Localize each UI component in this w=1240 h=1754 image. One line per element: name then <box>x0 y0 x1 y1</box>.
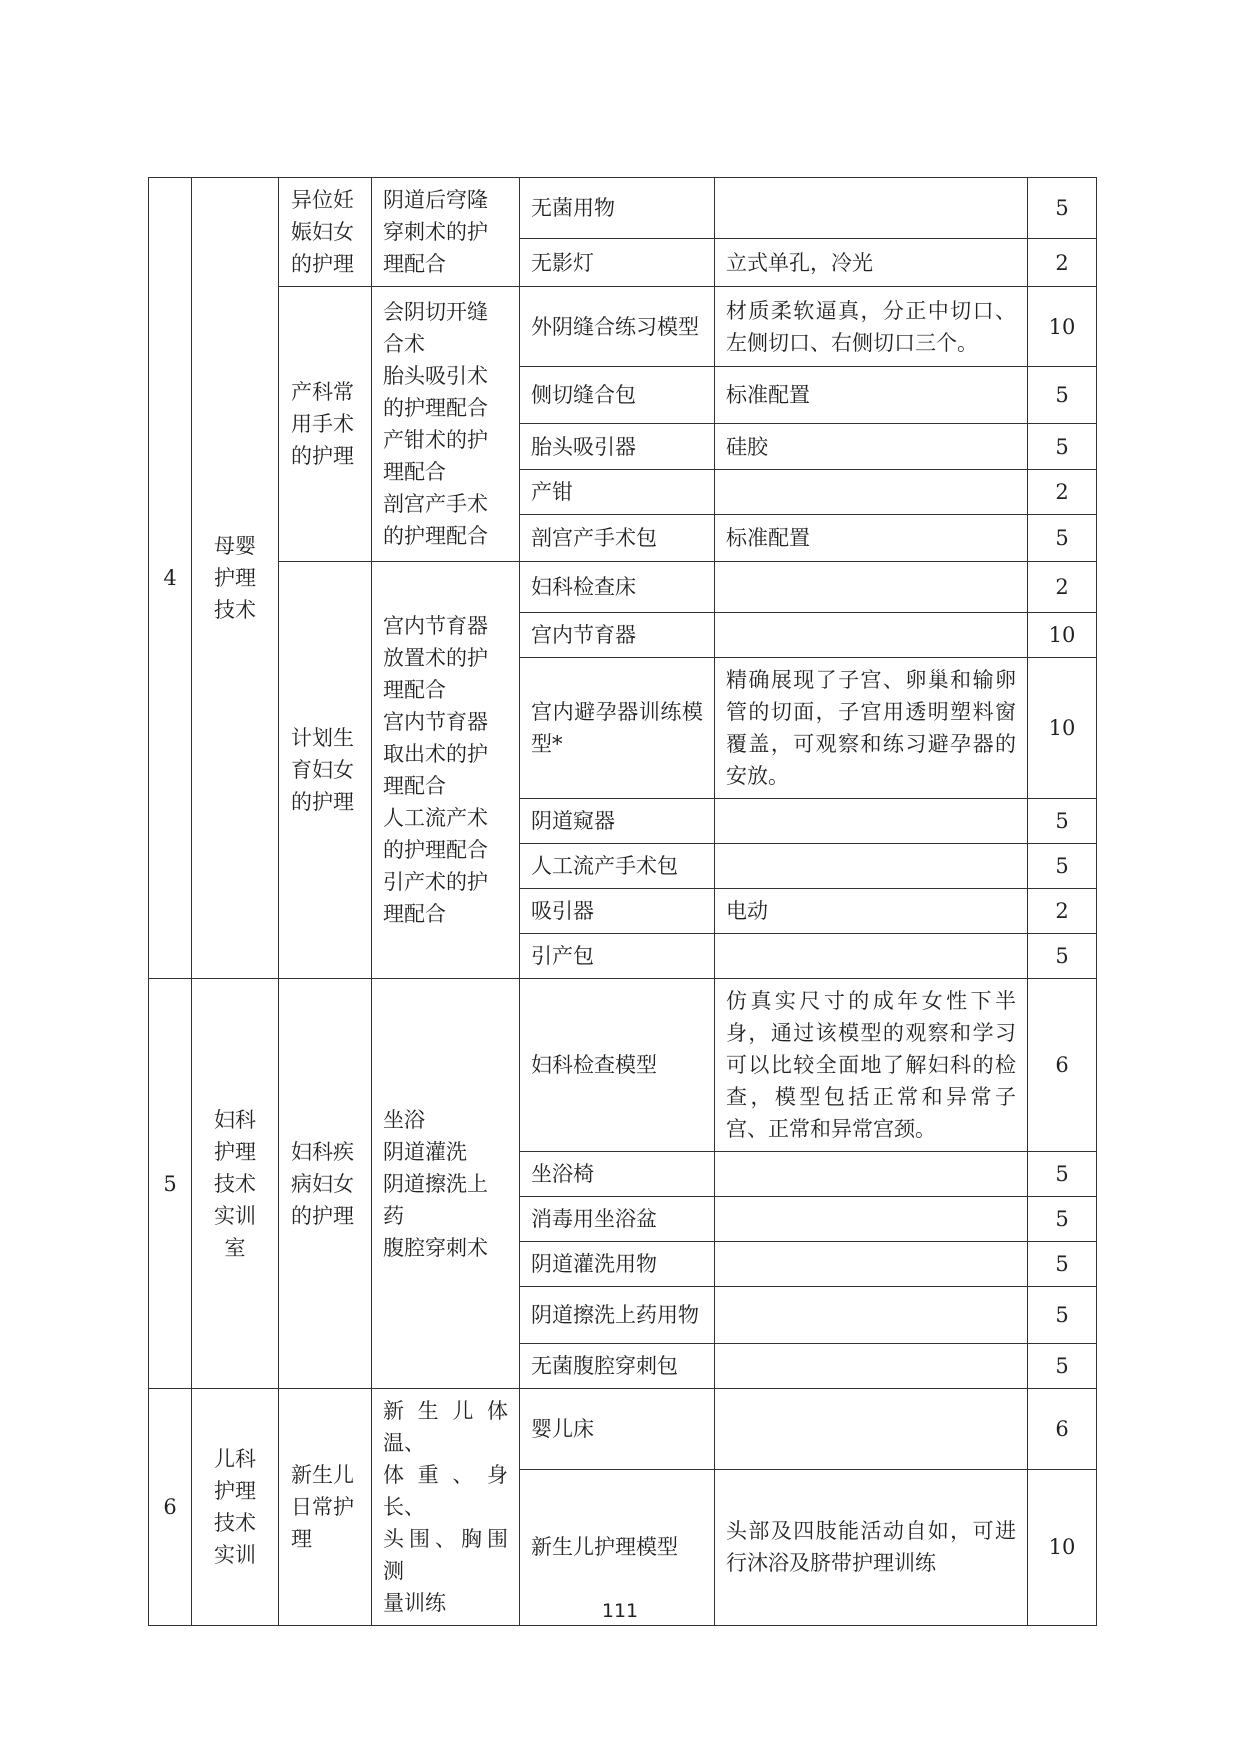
equipment-spec-cell <box>715 1197 1028 1242</box>
equipment-name-cell: 无影灯 <box>520 239 715 287</box>
equipment-qty-cell: 6 <box>1028 979 1097 1152</box>
equipment-name-cell: 引产包 <box>520 934 715 979</box>
equipment-spec-cell: 硅胶 <box>715 424 1028 470</box>
equipment-name-cell: 阴道擦洗上药用物 <box>520 1287 715 1344</box>
equipment-qty-cell: 5 <box>1028 424 1097 470</box>
equipment-qty-cell: 10 <box>1028 658 1097 799</box>
equipment-name-cell: 阴道窥器 <box>520 799 715 844</box>
equipment-qty-cell: 10 <box>1028 1469 1097 1625</box>
equipment-spec-cell <box>715 934 1028 979</box>
equipment-qty-cell: 5 <box>1028 799 1097 844</box>
module-cell: 异位妊 娠妇女 的护理 <box>279 178 372 287</box>
equipment-name-cell: 消毒用坐浴盆 <box>520 1197 715 1242</box>
equipment-name-cell: 侧切缝合包 <box>520 367 715 424</box>
equipment-name-cell: 宫内避孕器训练模型* <box>520 658 715 799</box>
equipment-spec-cell <box>715 178 1028 239</box>
equipment-name-cell: 产钳 <box>520 470 715 515</box>
training-task-cell: 坐浴 阴道灌洗 阴道擦洗上 药 腹腔穿刺术 <box>372 979 520 1389</box>
equipment-qty-cell: 10 <box>1028 287 1097 367</box>
equipment-spec-cell <box>715 1152 1028 1197</box>
training-task-cell: 阴道后穹隆 穿刺术的护 理配合 <box>372 178 520 287</box>
section-number-cell: 5 <box>149 979 192 1389</box>
equipment-qty-cell: 5 <box>1028 1197 1097 1242</box>
training-room-cell: 儿科 护理 技术 实训 <box>192 1389 279 1626</box>
equipment-spec-cell: 标准配置 <box>715 367 1028 424</box>
module-cell: 计划生 育妇女 的护理 <box>279 562 372 979</box>
equipment-spec-cell <box>715 1344 1028 1389</box>
table-row <box>149 979 1097 1152</box>
equipment-name-cell: 剖宫产手术包 <box>520 515 715 562</box>
equipment-spec-cell <box>715 562 1028 613</box>
training-room-cell: 妇科 护理 技术 实训 室 <box>192 979 279 1389</box>
equipment-qty-cell: 5 <box>1028 178 1097 239</box>
equipment-name-cell: 外阴缝合练习模型 <box>520 287 715 367</box>
equipment-qty-cell: 5 <box>1028 1344 1097 1389</box>
module-cell: 妇科疾 病妇女 的护理 <box>279 979 372 1389</box>
module-cell: 产科常 用手术 的护理 <box>279 287 372 562</box>
equipment-name-cell: 坐浴椅 <box>520 1152 715 1197</box>
training-room-cell: 母婴 护理 技术 <box>192 178 279 979</box>
page-number: 111 <box>601 1600 639 1622</box>
equipment-name-cell: 胎头吸引器 <box>520 424 715 470</box>
module-cell: 新生儿 日常护 理 <box>279 1389 372 1626</box>
equipment-spec-cell <box>715 1287 1028 1344</box>
equipment-name-cell: 人工流产手术包 <box>520 844 715 889</box>
equipment-spec-cell <box>715 613 1028 658</box>
equipment-qty-cell: 5 <box>1028 1242 1097 1287</box>
equipment-qty-cell: 2 <box>1028 470 1097 515</box>
equipment-spec-cell <box>715 1242 1028 1287</box>
equipment-qty-cell: 5 <box>1028 1287 1097 1344</box>
equipment-table <box>148 177 1097 1626</box>
equipment-name-cell: 妇科检查床 <box>520 562 715 613</box>
training-task-cell: 宫内节育器 放置术的护 理配合 宫内节育器 取出术的护 理配合 人工流产术 的护理配合 引产术的护 理配合 <box>372 562 520 979</box>
equipment-spec-cell: 头部及四肢能活动自如，可进行沐浴及脐带护理训练 <box>715 1469 1028 1625</box>
equipment-name-cell: 无菌用物 <box>520 178 715 239</box>
equipment-spec-cell: 仿真实尺寸的成年女性下半身，通过该模型的观察和学习可以比较全面地了解妇科的检查，模型包括正常和异常子宫、正常和异常宫颈。 <box>715 979 1028 1152</box>
equipment-spec-cell: 立式单孔，冷光 <box>715 239 1028 287</box>
equipment-qty-cell: 5 <box>1028 934 1097 979</box>
equipment-spec-cell: 电动 <box>715 889 1028 934</box>
equipment-name-cell: 阴道灌洗用物 <box>520 1242 715 1287</box>
table-row <box>149 1389 1097 1470</box>
table-row <box>149 287 1097 367</box>
section-number-cell: 4 <box>149 178 192 979</box>
equipment-qty-cell: 5 <box>1028 844 1097 889</box>
equipment-qty-cell: 5 <box>1028 367 1097 424</box>
section-number-cell: 6 <box>149 1389 192 1626</box>
equipment-qty-cell: 2 <box>1028 562 1097 613</box>
training-task-cell: 新生儿体温、 体重、身长、 头围、胸围测 量训练 <box>372 1389 520 1626</box>
equipment-name-cell: 妇科检查模型 <box>520 979 715 1152</box>
equipment-spec-cell <box>715 1389 1028 1470</box>
equipment-spec-cell <box>715 799 1028 844</box>
equipment-qty-cell: 10 <box>1028 613 1097 658</box>
equipment-name-cell: 宫内节育器 <box>520 613 715 658</box>
equipment-qty-cell: 5 <box>1028 515 1097 562</box>
equipment-spec-cell: 材质柔软逼真，分正中切口、左侧切口、右侧切口三个。 <box>715 287 1028 367</box>
table-row <box>149 178 1097 239</box>
equipment-name-cell: 新生儿护理模型 <box>520 1469 715 1625</box>
equipment-name-cell: 吸引器 <box>520 889 715 934</box>
equipment-qty-cell: 2 <box>1028 889 1097 934</box>
equipment-spec-cell <box>715 470 1028 515</box>
equipment-name-cell: 婴儿床 <box>520 1389 715 1470</box>
equipment-spec-cell: 标准配置 <box>715 515 1028 562</box>
table-row <box>149 562 1097 613</box>
equipment-spec-cell <box>715 844 1028 889</box>
equipment-name-cell: 无菌腹腔穿刺包 <box>520 1344 715 1389</box>
training-task-cell: 会阴切开缝 合术 胎头吸引术 的护理配合 产钳术的护 理配合 剖宫产手术 的护理配合 <box>372 287 520 562</box>
equipment-qty-cell: 6 <box>1028 1389 1097 1470</box>
equipment-qty-cell: 5 <box>1028 1152 1097 1197</box>
equipment-spec-cell: 精确展现了子宫、卵巢和输卵管的切面，子宫用透明塑料窗覆盖，可观察和练习避孕器的安放。 <box>715 658 1028 799</box>
equipment-qty-cell: 2 <box>1028 239 1097 287</box>
